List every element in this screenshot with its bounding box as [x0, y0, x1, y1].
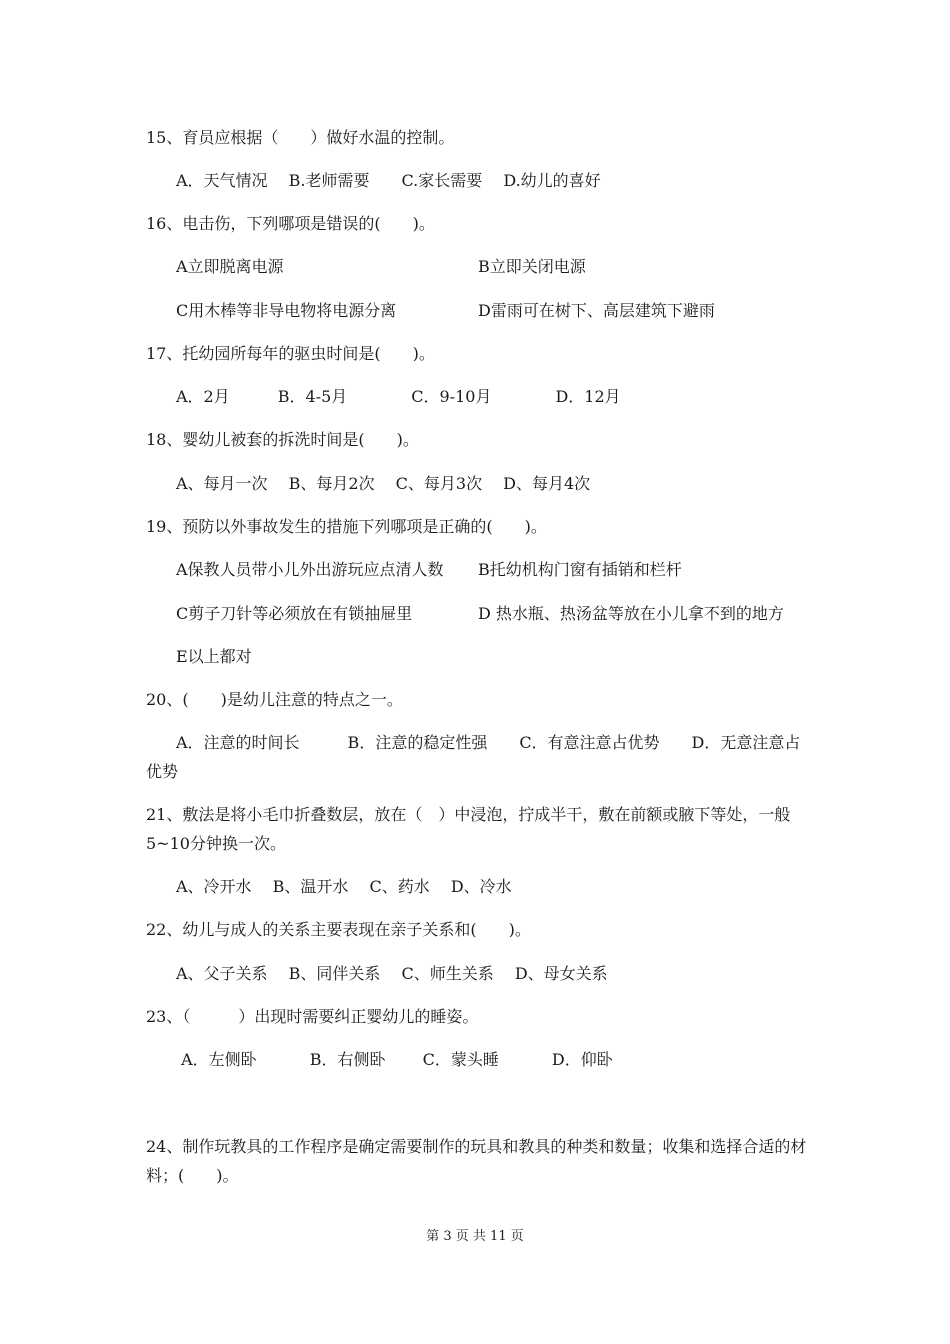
question-20: 20、( )是幼儿注意的特点之一。: [146, 690, 403, 709]
question-16-option-c: C用木棒等非导电物将电源分离: [176, 301, 397, 320]
question-17: 17、托幼园所每年的驱虫时间是( )。: [146, 344, 435, 363]
question-19: 19、预防以外事故发生的措施下列哪项是正确的( )。: [146, 517, 547, 536]
question-20-options: A．注意的时间长 B．注意的稳定性强 C．有意注意占优势 D．无意注意占优势: [146, 733, 801, 781]
question-21: 21、敷法是将小毛巾折叠数层，放在（ ）中浸泡，拧成半干，敷在前额或腋下等处，一般5~10分钟换一次。: [146, 805, 791, 853]
question-15: 15、育员应根据（ ）做好水温的控制。: [146, 128, 455, 147]
question-19-option-d: D 热水瓶、热汤盆等放在小儿拿不到的地方: [478, 604, 784, 623]
question-19-option-e: E以上都对: [176, 647, 252, 666]
question-21-options: A、冷开水 B、温开水 C、药水 D、冷水: [176, 877, 512, 896]
question-16-option-a: A立即脱离电源: [176, 257, 284, 276]
question-18-options: A、每月一次 B、每月2次 C、每月3次 D、每月4次: [176, 474, 591, 493]
question-24: 24、制作玩教具的工作程序是确定需要制作的玩具和教具的种类和数量；收集和选择合适的材料；( )。: [146, 1137, 807, 1185]
question-22-options: A、父子关系 B、同伴关系 C、师生关系 D、母女关系: [176, 964, 608, 983]
question-16-option-d: D雷雨可在树下、高层建筑下避雨: [478, 301, 715, 320]
question-18: 18、婴幼儿被套的拆洗时间是( )。: [146, 430, 419, 449]
question-23-options: A．左侧卧 B．右侧卧 C．蒙头睡 D．仰卧: [176, 1050, 613, 1069]
question-16-option-b: B立即关闭电源: [478, 257, 586, 276]
question-15-options: A．天气情况 B.老师需要 C.家长需要 D.幼儿的喜好: [176, 171, 601, 190]
question-23: 23、（ ）出现时需要纠正婴幼儿的睡姿。: [146, 1007, 479, 1026]
question-22: 22、幼儿与成人的关系主要表现在亲子关系和( )。: [146, 920, 531, 939]
question-17-options: A．2月 B．4-5月 C．9-10月 D．12月: [176, 387, 621, 406]
question-16: 16、电击伤，下列哪项是错误的( )。: [146, 214, 435, 233]
question-19-option-b: B托幼机构门窗有插销和栏杆: [478, 560, 682, 579]
page-footer: 第 3 页 共 11 页: [426, 1229, 524, 1244]
question-19-option-c: C剪子刀针等必须放在有锁抽屉里: [176, 604, 413, 623]
question-19-option-a: A保教人员带小儿外出游玩应点清人数: [176, 560, 444, 579]
